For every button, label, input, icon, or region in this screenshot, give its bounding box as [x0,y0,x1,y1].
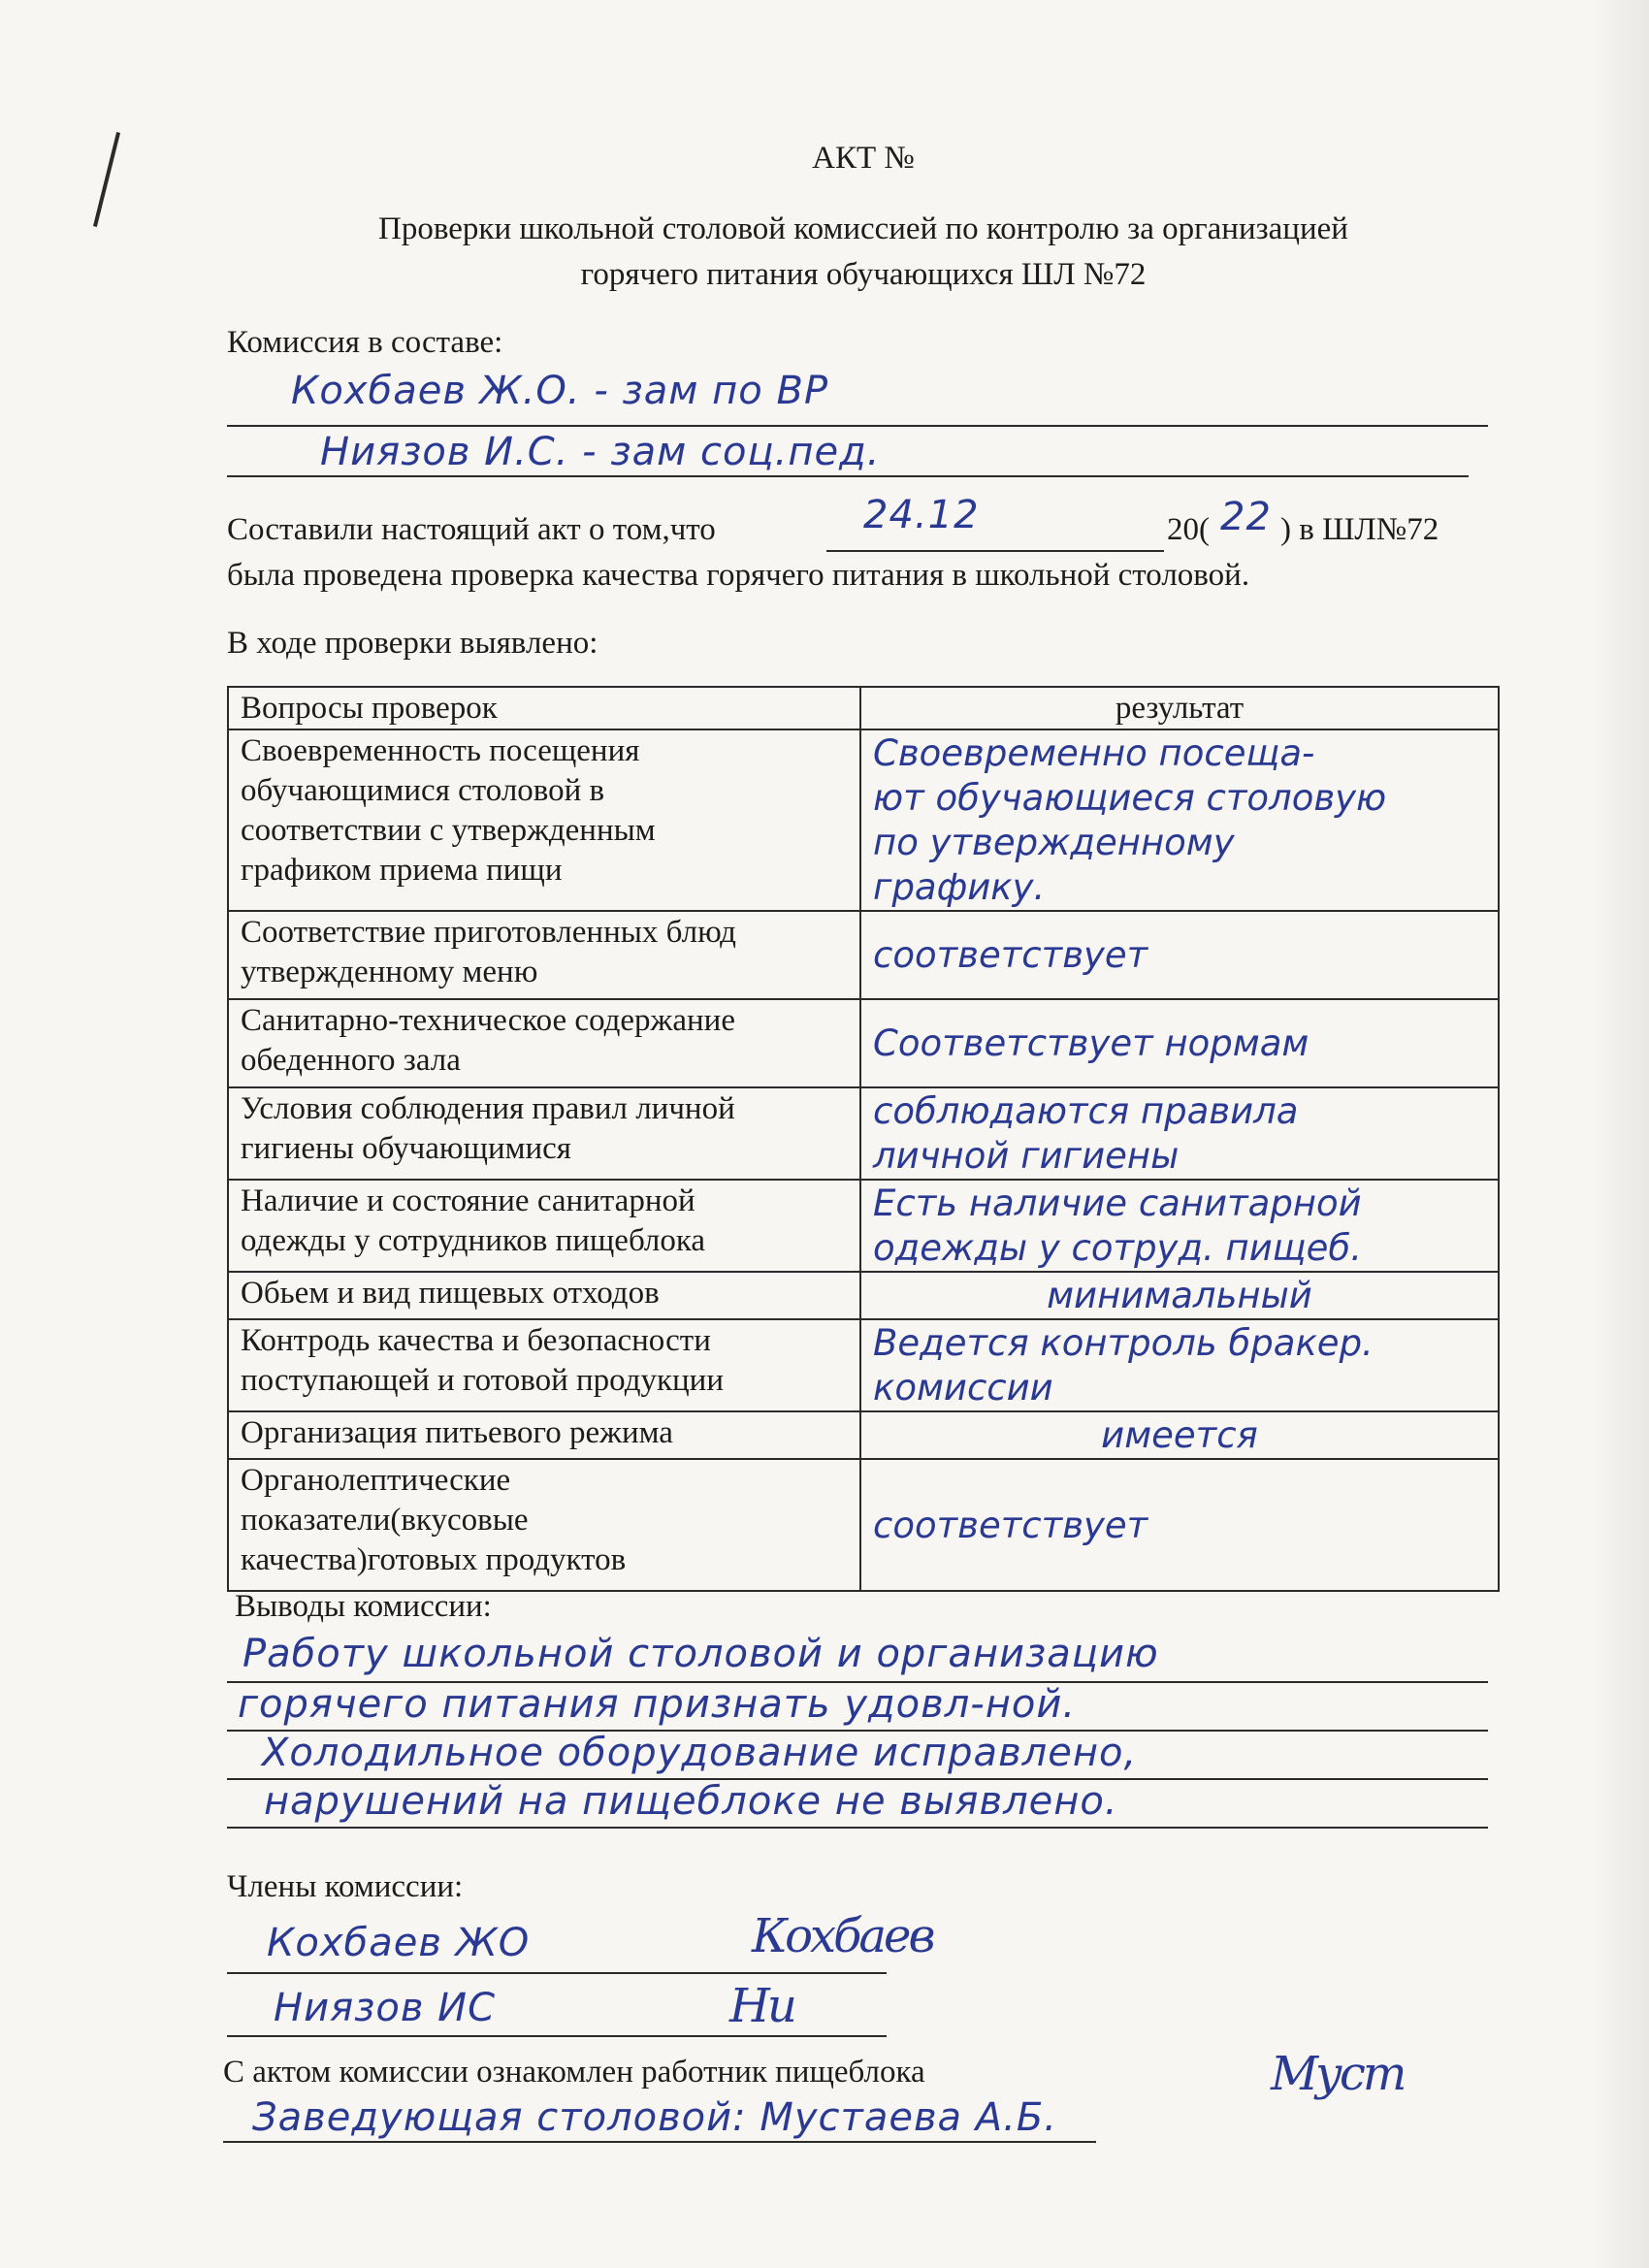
question-cell: Наличие и состояние санитарной одежды у сотрудников пищеблока [228,1180,860,1272]
findings-label: В ходе проверки выявлено: [227,626,598,661]
question-cell: Своевременность посещения обучающимися столовой в соответствии с утвержденным графиком приема пищи [228,729,860,911]
table-row [228,729,1499,911]
commission-line-1 [227,425,1488,427]
conclusions-label: Выводы комиссии: [235,1589,492,1624]
question-cell: Условия соблюдения правил личной гигиены обучающимися [228,1087,860,1180]
inspection-table [227,686,1500,1592]
statement-date: 24.12 [863,493,980,537]
table-row [228,1411,1499,1459]
question-cell: Санитарно-техническое содержание обеденного зала [228,999,860,1087]
question-cell: Контродь качества и безопасности поступающей и готовой продукции [228,1319,860,1411]
question-cell: Органолептические показатели(вкусовые качества)готовых продуктов [228,1459,860,1591]
acquainted-rule [223,2141,1096,2143]
statement-suffix: ) в ШЛ№72 [1280,512,1439,547]
question-cell: Обьем и вид пищевых отходов [228,1272,860,1319]
table-row [228,911,1499,999]
statement-line2: была проведена проверка качества горячего питания в школьной столовой. [227,558,1250,593]
table-row [228,999,1499,1087]
question-cell: Соответствие приготовленных блюд утвержденному меню [228,911,860,999]
acquainted-signature: Муст [1271,2047,1405,2101]
header-question: Вопросы проверок [228,687,860,729]
result-cell: Своевременно посеща- ют обучающиеся столовую по утвержденному графику. [860,729,1499,911]
statement-year-prefix: 20( [1167,512,1210,547]
commission-member-1: Кохбаев Ж.О. - зам по ВР [291,369,829,413]
conclusion-line-2: горячего питания признать удовл-ной. [238,1682,1077,1727]
conclusions-rule-4 [227,1827,1488,1829]
statement-year: 22 [1220,495,1272,539]
table-row [228,1459,1499,1591]
conclusion-line-3: Холодильное оборудование исправлено, [262,1731,1138,1775]
act-subtitle-line2: горячего питания обучающихся ШЛ №72 [580,257,1147,292]
commission-label: Комиссия в составе: [227,325,503,360]
statement-prefix: Составили настоящий акт о том,что [227,512,716,547]
scan-edge-shadow [1591,0,1649,2268]
question-cell: Организация питьевого режима [228,1411,860,1459]
members-rule-1 [227,1972,887,1974]
result-cell: соответствует [860,1459,1499,1591]
table-row [228,1087,1499,1180]
conclusion-line-4: нарушений на пищеблоке не выявлено. [264,1779,1118,1824]
result-cell: Есть наличие санитарной одежды у сотруд. пищеб. [860,1180,1499,1272]
table-row [228,1180,1499,1272]
result-cell: имеется [860,1411,1499,1459]
member-signature-1: Кохбаев [752,1909,933,1963]
members-rule-2 [227,2035,887,2037]
act-title: АКТ № [812,141,915,176]
act-subtitle-line1: Проверки школьной столовой комиссией по контролю за организацией [378,211,1348,246]
table-row [228,1319,1499,1411]
result-cell: Ведется контроль бракер. комиссии [860,1319,1499,1411]
result-cell: соблюдаются правила личной гигиены [860,1087,1499,1180]
result-cell: минимальный [860,1272,1499,1319]
header-result: результат [860,687,1499,729]
acquainted-person: Заведующая столовой: Мустаева А.Б. [252,2095,1057,2140]
member-name-1: Кохбаев ЖО [267,1921,531,1965]
commission-member-2: Ниязов И.С. - зам соц.пед. [320,430,881,474]
members-label: Члены комиссии: [227,1869,464,1904]
table-header-row [228,687,1499,729]
commission-line-2 [227,475,1469,477]
result-cell: соответствует [860,911,1499,999]
member-signature-2: Ни [729,1979,794,2033]
result-cell: Соответствует нормам [860,999,1499,1087]
conclusion-line-1: Работу школьной столовой и организацию [242,1632,1159,1676]
member-name-2: Ниязов ИС [274,1986,497,2030]
statement-date-line [826,550,1164,552]
table-row [228,1272,1499,1319]
acquainted-label: С актом комиссии ознакомлен работник пищеблока [223,2055,925,2090]
